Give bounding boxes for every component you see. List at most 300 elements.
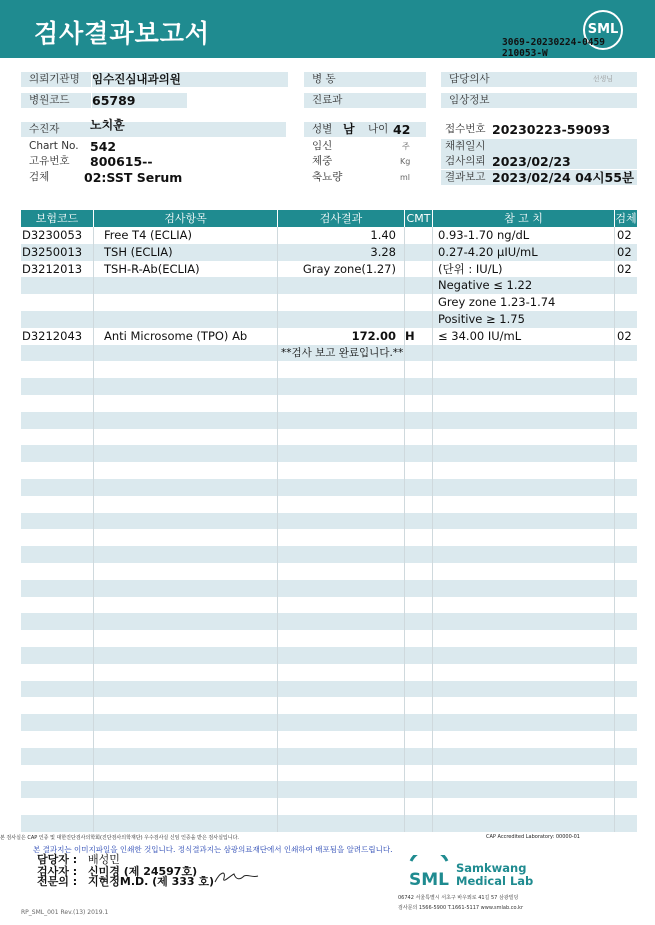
cell-reference <box>433 429 615 446</box>
cell-result <box>278 412 405 429</box>
cell-insurance-code <box>21 395 94 412</box>
cell-result <box>278 664 405 681</box>
cell-insurance-code <box>21 412 94 429</box>
cell-reference <box>433 714 615 731</box>
table-header <box>21 210 637 227</box>
cell-cmt <box>405 445 433 462</box>
staff1-value: 배성민 <box>88 853 120 866</box>
cell-specimen <box>615 277 637 294</box>
cell-cmt <box>405 261 433 278</box>
table-row <box>21 630 637 647</box>
cell-result <box>278 765 405 782</box>
cell-insurance-code <box>21 563 94 580</box>
cell-test-item <box>94 311 278 328</box>
table-row <box>21 647 637 664</box>
cell-result <box>278 513 405 530</box>
cell-result <box>278 462 405 479</box>
cell-test-item <box>94 529 278 546</box>
cell-result <box>278 697 405 714</box>
cell-cmt <box>405 429 433 446</box>
table-row <box>21 395 637 412</box>
cell-cmt <box>405 580 433 597</box>
table-row <box>21 294 637 311</box>
table-row <box>21 462 637 479</box>
cell-cmt <box>405 378 433 395</box>
cell-result <box>278 630 405 647</box>
hospital-code-value: 65789 <box>92 93 187 108</box>
header-reference: 참 고 치 <box>433 210 615 227</box>
cell-result <box>278 546 405 563</box>
cell-test-item <box>94 748 278 765</box>
cell-result <box>278 378 405 395</box>
cell-cmt <box>405 412 433 429</box>
cell-reference <box>433 563 615 580</box>
cell-result <box>278 529 405 546</box>
cell-result <box>278 479 405 496</box>
table-row <box>21 697 637 714</box>
staff2-label: 검사자 : <box>37 865 78 878</box>
cell-reference <box>433 445 615 462</box>
cell-insurance-code <box>21 647 94 664</box>
patient-label: 수진자 <box>21 122 286 137</box>
table-row <box>21 378 637 395</box>
cell-specimen <box>615 714 637 731</box>
cell-test-item <box>94 681 278 698</box>
cell-cmt <box>405 681 433 698</box>
cell-reference <box>433 345 615 362</box>
cell-cmt <box>405 496 433 513</box>
cell-reference <box>433 361 615 378</box>
cell-insurance-code: D3212013 <box>21 261 94 278</box>
cell-reference: Positive ≥ 1.75 <box>433 311 615 328</box>
cell-cmt <box>405 815 433 832</box>
cell-cmt <box>405 597 433 614</box>
cell-test-item <box>94 597 278 614</box>
cell-specimen <box>615 798 637 815</box>
cell-specimen <box>615 445 637 462</box>
cell-test-item <box>94 546 278 563</box>
cell-test-item <box>94 395 278 412</box>
cell-specimen <box>615 395 637 412</box>
table-row <box>21 815 637 832</box>
staff2-value: 신미경 (제 24597호) <box>88 865 198 878</box>
table-row <box>21 244 637 261</box>
staff3-value: 지현정M.D. (제 333 호) <box>88 875 215 888</box>
cell-specimen <box>615 546 637 563</box>
cell-reference: Negative ≤ 1.22 <box>433 277 615 294</box>
cell-specimen <box>615 479 637 496</box>
report-value: 2023/02/24 04시55분 <box>492 170 635 185</box>
cell-test-item <box>94 798 278 815</box>
header-insurance-code: 보험코드 <box>21 210 94 227</box>
cell-insurance-code <box>21 546 94 563</box>
specimen-value: 02:SST Serum <box>84 170 183 185</box>
header-result: 검사결과 <box>278 210 405 227</box>
results-table <box>21 210 637 832</box>
cell-result <box>278 681 405 698</box>
cell-test-item <box>94 429 278 446</box>
cell-reference <box>433 378 615 395</box>
table-row <box>21 513 637 530</box>
cell-specimen <box>615 361 637 378</box>
table-row <box>21 681 637 698</box>
report-label: 결과보고 <box>441 170 637 185</box>
cell-test-item <box>94 697 278 714</box>
cell-test-item <box>94 277 278 294</box>
cell-result <box>278 815 405 832</box>
cell-insurance-code <box>21 513 94 530</box>
institution-label: 의뢰기관명 <box>21 72 91 87</box>
cell-test-item <box>94 361 278 378</box>
urine-unit: ml <box>400 173 411 182</box>
cell-result <box>278 294 405 311</box>
table-row <box>21 261 637 278</box>
cell-result: 172.00 <box>278 328 405 345</box>
cell-specimen <box>615 429 637 446</box>
signature-image <box>212 868 260 886</box>
cell-insurance-code <box>21 731 94 748</box>
cell-result <box>278 445 405 462</box>
lab-logo <box>405 855 453 889</box>
table-row <box>21 529 637 546</box>
sml-logo: SML <box>583 10 623 50</box>
cell-reference <box>433 647 615 664</box>
cell-reference <box>433 529 615 546</box>
cell-insurance-code <box>21 697 94 714</box>
cell-result <box>278 311 405 328</box>
cell-test-item: TSH-R-Ab(ECLIA) <box>94 261 278 278</box>
cell-reference: (단위 : IU/L) <box>433 261 615 278</box>
cell-insurance-code <box>21 798 94 815</box>
cell-cmt <box>405 697 433 714</box>
cell-cmt <box>405 361 433 378</box>
cell-specimen <box>615 294 637 311</box>
cell-cmt <box>405 613 433 630</box>
pregnancy-unit: 주 <box>402 142 410 151</box>
table-row <box>21 613 637 630</box>
cell-specimen: 02 <box>617 261 632 276</box>
cell-specimen <box>615 681 637 698</box>
cell-cmt <box>405 731 433 748</box>
cell-cmt <box>405 664 433 681</box>
cell-insurance-code <box>21 361 94 378</box>
request-label: 검사의뢰 <box>441 154 637 169</box>
cell-specimen <box>615 496 637 513</box>
table-row <box>21 765 637 782</box>
cell-reference <box>433 412 615 429</box>
form-number: RP_SML_001 Rev.(13) 2019.1 <box>21 909 109 916</box>
table-row <box>21 412 637 429</box>
cell-result <box>278 798 405 815</box>
header-test-item: 검사항목 <box>94 210 278 227</box>
cell-cmt <box>405 714 433 731</box>
cell-insurance-code <box>21 378 94 395</box>
cell-specimen: 02 <box>617 228 632 242</box>
cell-cmt: H <box>405 328 433 345</box>
department-label: 진료과 <box>304 93 426 108</box>
cell-cmt <box>405 529 433 546</box>
cell-cmt <box>405 513 433 530</box>
cell-cmt <box>405 781 433 798</box>
cell-cmt <box>405 630 433 647</box>
chart-label: Chart No. <box>29 140 79 152</box>
cell-test-item <box>94 479 278 496</box>
cell-specimen <box>615 697 637 714</box>
cell-result <box>278 647 405 664</box>
cell-insurance-code <box>21 445 94 462</box>
id-label: 고유번호 <box>29 155 70 167</box>
cell-result <box>278 748 405 765</box>
cell-cmt <box>405 479 433 496</box>
cell-test-item: TSH (ECLIA) <box>94 244 278 261</box>
cell-reference <box>433 697 615 714</box>
table-row <box>21 445 637 462</box>
cell-reference <box>433 546 615 563</box>
cell-insurance-code <box>21 714 94 731</box>
cell-test-item <box>94 630 278 647</box>
cell-result: 3.28 <box>278 244 405 261</box>
staff3-label: 전문의 : <box>37 875 78 888</box>
cell-insurance-code <box>21 529 94 546</box>
cell-reference <box>433 681 615 698</box>
cell-test-item: Anti Microsome (TPO) Ab <box>94 328 278 345</box>
cell-insurance-code <box>21 277 94 294</box>
cell-insurance-code <box>21 597 94 614</box>
cell-specimen <box>615 765 637 782</box>
cell-test-item <box>94 647 278 664</box>
cell-insurance-code <box>21 462 94 479</box>
sex-value: 남 <box>343 122 355 136</box>
accreditation-note: 본 검사실은 CAP 인증 및 대한진단검사의학회(진단검사의학재단) 우수검사실 신임 인증을 받은 검사실입니다. <box>0 835 240 841</box>
cell-test-item <box>94 781 278 798</box>
cell-reference <box>433 597 615 614</box>
header-cmt: CMT <box>405 210 433 227</box>
cell-insurance-code: D3250013 <box>21 244 94 261</box>
table-row <box>21 563 637 580</box>
cap-note: CAP Accredited Laboratory: 00000-01 <box>486 834 580 840</box>
cell-reference <box>433 748 615 765</box>
request-value: 2023/02/23 <box>492 154 571 169</box>
table-row <box>21 328 637 345</box>
cell-result: 1.40 <box>278 227 405 244</box>
cell-test-item <box>94 412 278 429</box>
collection-label: 채취일시 <box>441 139 637 154</box>
cell-insurance-code <box>21 429 94 446</box>
cell-reference: Grey zone 1.23-1.74 <box>433 294 615 311</box>
cell-result <box>278 496 405 513</box>
cell-test-item <box>94 445 278 462</box>
cell-reference <box>433 664 615 681</box>
cell-insurance-code <box>21 311 94 328</box>
cell-insurance-code <box>21 664 94 681</box>
cell-insurance-code <box>21 748 94 765</box>
cell-cmt <box>405 546 433 563</box>
cell-specimen: 02 <box>617 328 632 343</box>
cell-test-item <box>94 294 278 311</box>
cell-test-item <box>94 580 278 597</box>
cell-test-item <box>94 378 278 395</box>
table-row <box>21 311 637 328</box>
cell-insurance-code: D3212043 <box>21 328 94 345</box>
cell-specimen <box>615 731 637 748</box>
table-row <box>21 580 637 597</box>
specimen-label: 검체 <box>29 171 50 183</box>
lab-phone: 검사문의 1566-5900 T.1661-5117 www.smlab.co.kr <box>398 905 523 911</box>
cell-reference <box>433 496 615 513</box>
cell-reference <box>433 613 615 630</box>
cell-specimen <box>615 513 637 530</box>
cell-specimen <box>615 563 637 580</box>
cell-result <box>278 781 405 798</box>
receipt-label: 접수번호 <box>445 123 486 135</box>
cell-specimen <box>615 529 637 546</box>
table-row <box>21 798 637 815</box>
lab-name: Samkwang Medical Lab <box>456 861 534 888</box>
cell-specimen <box>615 462 637 479</box>
table-row <box>21 714 637 731</box>
table-row <box>21 496 637 513</box>
cell-test-item <box>94 613 278 630</box>
patient-value: 노치훈 <box>90 118 125 132</box>
cell-specimen <box>615 613 637 630</box>
cell-reference <box>433 395 615 412</box>
table-body <box>21 227 637 832</box>
cell-specimen <box>615 378 637 395</box>
cell-reference <box>433 798 615 815</box>
cell-insurance-code <box>21 781 94 798</box>
table-row <box>21 345 637 362</box>
cell-insurance-code <box>21 765 94 782</box>
table-row <box>21 731 637 748</box>
cell-test-item <box>94 345 278 362</box>
table-row <box>21 479 637 496</box>
print-notice: 본 결과지는 이미지파일을 인쇄한 것입니다. 정식결과지는 삼광의료재단에서 인쇄하여 배포됨을 알려드립니다. <box>33 845 393 854</box>
cell-insurance-code <box>21 345 94 362</box>
ward-label: 병 동 <box>304 72 426 87</box>
cell-specimen <box>615 311 637 328</box>
cell-test-item <box>94 731 278 748</box>
cell-insurance-code: D3230053 <box>21 227 94 244</box>
cell-test-item <box>94 496 278 513</box>
cell-result <box>278 613 405 630</box>
cell-cmt <box>405 647 433 664</box>
weight-label: 체중 <box>312 155 333 167</box>
cell-cmt <box>405 277 433 294</box>
cell-reference <box>433 462 615 479</box>
cell-cmt <box>405 311 433 328</box>
cell-reference <box>433 580 615 597</box>
cell-test-item <box>94 513 278 530</box>
cell-cmt <box>405 345 433 362</box>
svg-text:SML: SML <box>409 870 449 889</box>
table-row <box>21 597 637 614</box>
weight-unit: Kg <box>400 157 411 166</box>
table-row <box>21 546 637 563</box>
cell-reference: 0.93-1.70 ng/dL <box>433 227 615 244</box>
cell-reference <box>433 815 615 832</box>
table-row <box>21 664 637 681</box>
cell-cmt <box>405 395 433 412</box>
cell-specimen <box>615 815 637 832</box>
cell-test-item <box>94 462 278 479</box>
cell-cmt <box>405 244 433 261</box>
id-value: 800615-- <box>90 154 153 169</box>
cell-result <box>278 563 405 580</box>
cell-insurance-code <box>21 630 94 647</box>
cell-result: **검사 보고 완료입니다.** <box>278 345 405 362</box>
cell-specimen <box>615 664 637 681</box>
table-row <box>21 781 637 798</box>
cell-cmt <box>405 563 433 580</box>
sex-label: 성별 <box>304 122 426 137</box>
table-row <box>21 748 637 765</box>
cell-specimen: 02 <box>617 244 632 259</box>
cell-test-item <box>94 664 278 681</box>
cell-result <box>278 731 405 748</box>
cell-reference <box>433 479 615 496</box>
cell-result <box>278 429 405 446</box>
pregnancy-label: 임신 <box>312 140 333 152</box>
cell-result <box>278 277 405 294</box>
institution-value: 임수진심내과의원 <box>92 72 288 87</box>
hospital-code-label: 병원코드 <box>21 93 91 108</box>
cell-result: Gray zone(1.27) <box>278 261 405 278</box>
cell-test-item <box>94 563 278 580</box>
doctor-label: 담당의사 선생님 <box>441 72 637 87</box>
cell-reference <box>433 630 615 647</box>
cell-specimen <box>615 748 637 765</box>
cell-result <box>278 714 405 731</box>
age-value: 42 <box>393 122 411 137</box>
table-row <box>21 227 637 244</box>
clinical-info-label: 임상정보 <box>441 93 637 108</box>
cell-test-item <box>94 714 278 731</box>
report-title: 검사결과보고서 <box>34 19 211 48</box>
cell-specimen <box>615 345 637 362</box>
table-row <box>21 277 637 294</box>
cell-cmt <box>405 798 433 815</box>
cell-test-item <box>94 765 278 782</box>
cell-result <box>278 580 405 597</box>
urine-label: 축뇨량 <box>312 171 343 183</box>
cell-insurance-code <box>21 294 94 311</box>
table-row <box>21 429 637 446</box>
cell-test-item: Free T4 (ECLIA) <box>94 227 278 244</box>
cell-insurance-code <box>21 479 94 496</box>
cell-insurance-code <box>21 681 94 698</box>
cell-result <box>278 597 405 614</box>
cell-cmt <box>405 227 433 244</box>
cell-insurance-code <box>21 496 94 513</box>
document-id: 3069-20230224-0459 210053-W <box>502 37 605 59</box>
cell-cmt <box>405 748 433 765</box>
cell-reference: 0.27-4.20 μIU/mL <box>433 244 615 261</box>
chart-value: 542 <box>90 139 117 154</box>
cell-cmt <box>405 294 433 311</box>
cell-reference <box>433 765 615 782</box>
cell-reference <box>433 731 615 748</box>
cell-specimen <box>615 781 637 798</box>
cell-insurance-code <box>21 613 94 630</box>
cell-cmt <box>405 462 433 479</box>
cell-result <box>278 361 405 378</box>
cell-specimen <box>615 630 637 647</box>
receipt-value: 20230223-59093 <box>492 122 611 137</box>
table-row <box>21 361 637 378</box>
cell-specimen <box>615 580 637 597</box>
cell-insurance-code <box>21 580 94 597</box>
cell-reference <box>433 513 615 530</box>
